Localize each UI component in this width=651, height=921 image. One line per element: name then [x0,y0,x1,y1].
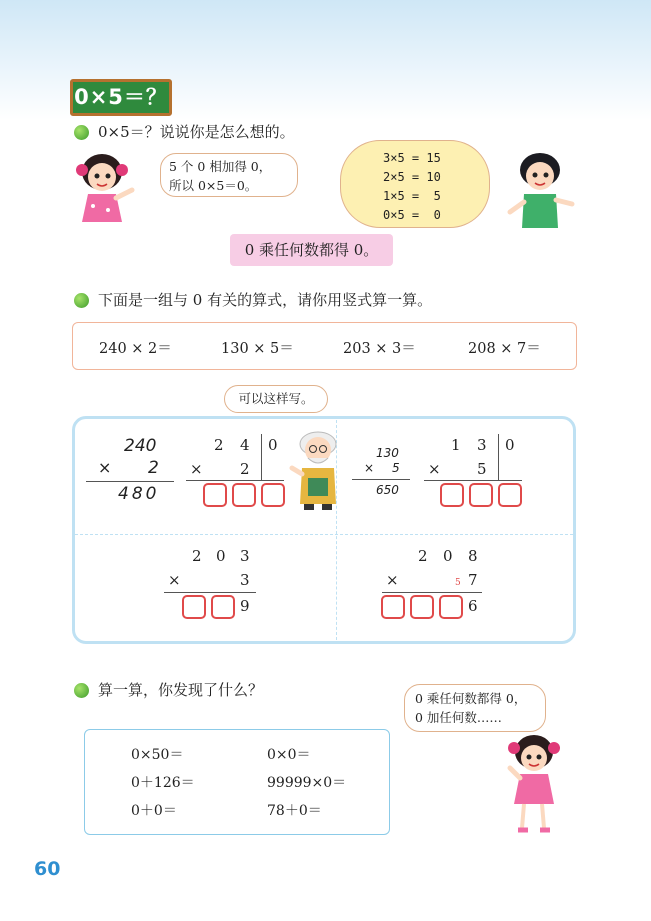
panel-divider [75,534,573,535]
hand-number: 130 [376,446,399,460]
digit: 1 [451,436,461,454]
hand-number: 480 [118,484,160,504]
question-3: 算一算，你发现了什么？ [98,681,264,699]
cloud-line: 1×5 = 5 [383,189,441,203]
title-board: 0×5＝？ [70,79,172,116]
page-number: 60 [34,858,61,880]
digit: 3 [477,436,487,454]
bubble-line: 5 个 0 相加得 0， [169,159,272,174]
cloud-line: 0×5 = 0 [383,208,441,222]
calc-line [424,480,522,481]
question-1: 0×5＝？说说你是怎么想的。 [98,123,295,141]
exercise: 99999×0＝ [267,775,347,791]
exercise: 0＋126＝ [131,775,195,791]
times-sign: × [190,460,203,478]
calc-line [164,592,256,593]
hand-number: 650 [376,483,399,497]
digit: 5 [477,460,487,478]
digit: 3 [240,547,250,565]
calc-line [186,480,284,481]
times-sign: × [168,571,181,589]
expression: 203 × 3＝ [343,341,416,357]
expression: 130 × 5＝ [221,341,294,357]
cloud-line: 3×5 = 15 [383,151,441,165]
calc-line [86,481,174,482]
answer-boxes[interactable] [203,483,285,511]
zero-divider [498,434,499,480]
digit: 2 [214,436,224,454]
calc-line [352,479,410,480]
expression-strip [72,322,577,370]
cloud-line: 2×5 = 10 [383,170,441,184]
answer-boxes[interactable] [381,595,463,623]
digit: 0 [443,547,453,565]
times-sign: × [428,460,441,478]
bullet-icon [74,293,89,308]
teacher-speech-bubble: 可以这样写。 [224,385,328,413]
bubble-line: 0 加任何数…… [415,710,502,725]
digit: 3 [240,571,250,589]
bubble-line: 0 乘任何数都得 0， [415,691,527,706]
digit: 9 [240,597,250,615]
exercise-board [84,729,390,835]
thought-cloud [340,140,490,228]
digit: 2 [240,460,250,478]
hand-times: × [364,461,375,475]
answer-boxes[interactable] [182,595,235,623]
digit: 0 [505,436,515,454]
times-sign: × [386,571,399,589]
exercise: 0＋0＝ [131,803,177,819]
expression: 208 × 7＝ [468,341,541,357]
calc-line [382,592,482,593]
exercise: 0×0＝ [267,747,311,763]
hand-number: 5 [392,461,400,475]
digit: 0 [216,547,226,565]
digit: 6 [468,597,478,615]
exercise: 78＋0＝ [267,803,322,819]
digit: 7 [468,571,478,589]
girl2-speech-bubble [404,684,546,732]
hand-times: × [98,458,112,477]
digit: 4 [240,436,250,454]
hand-number: 2 [148,458,159,478]
teacher-character-icon [288,428,350,514]
carry-digit: 5 [455,578,461,588]
bullet-icon [74,125,89,140]
expression: 240 × 2＝ [99,341,172,357]
digit: 2 [192,547,202,565]
girl-character-icon [68,150,140,232]
bubble-line: 所以 0×5＝0。 [169,178,258,193]
girl-speech-bubble [160,153,298,197]
question-2: 下面是一组与 0 有关的算式，请你用竖式算一算。 [98,291,433,309]
digit: 8 [468,547,478,565]
answer-boxes[interactable] [440,483,522,511]
girl-character-icon [500,732,570,836]
bullet-icon [74,683,89,698]
exercise: 0×50＝ [131,747,184,763]
conclusion-box: 0 乘任何数都得 0。 [230,234,393,266]
zero-divider [261,434,262,480]
digit: 2 [418,547,428,565]
hand-number: 240 [124,436,157,456]
boy-character-icon [504,148,578,232]
digit: 0 [268,436,278,454]
